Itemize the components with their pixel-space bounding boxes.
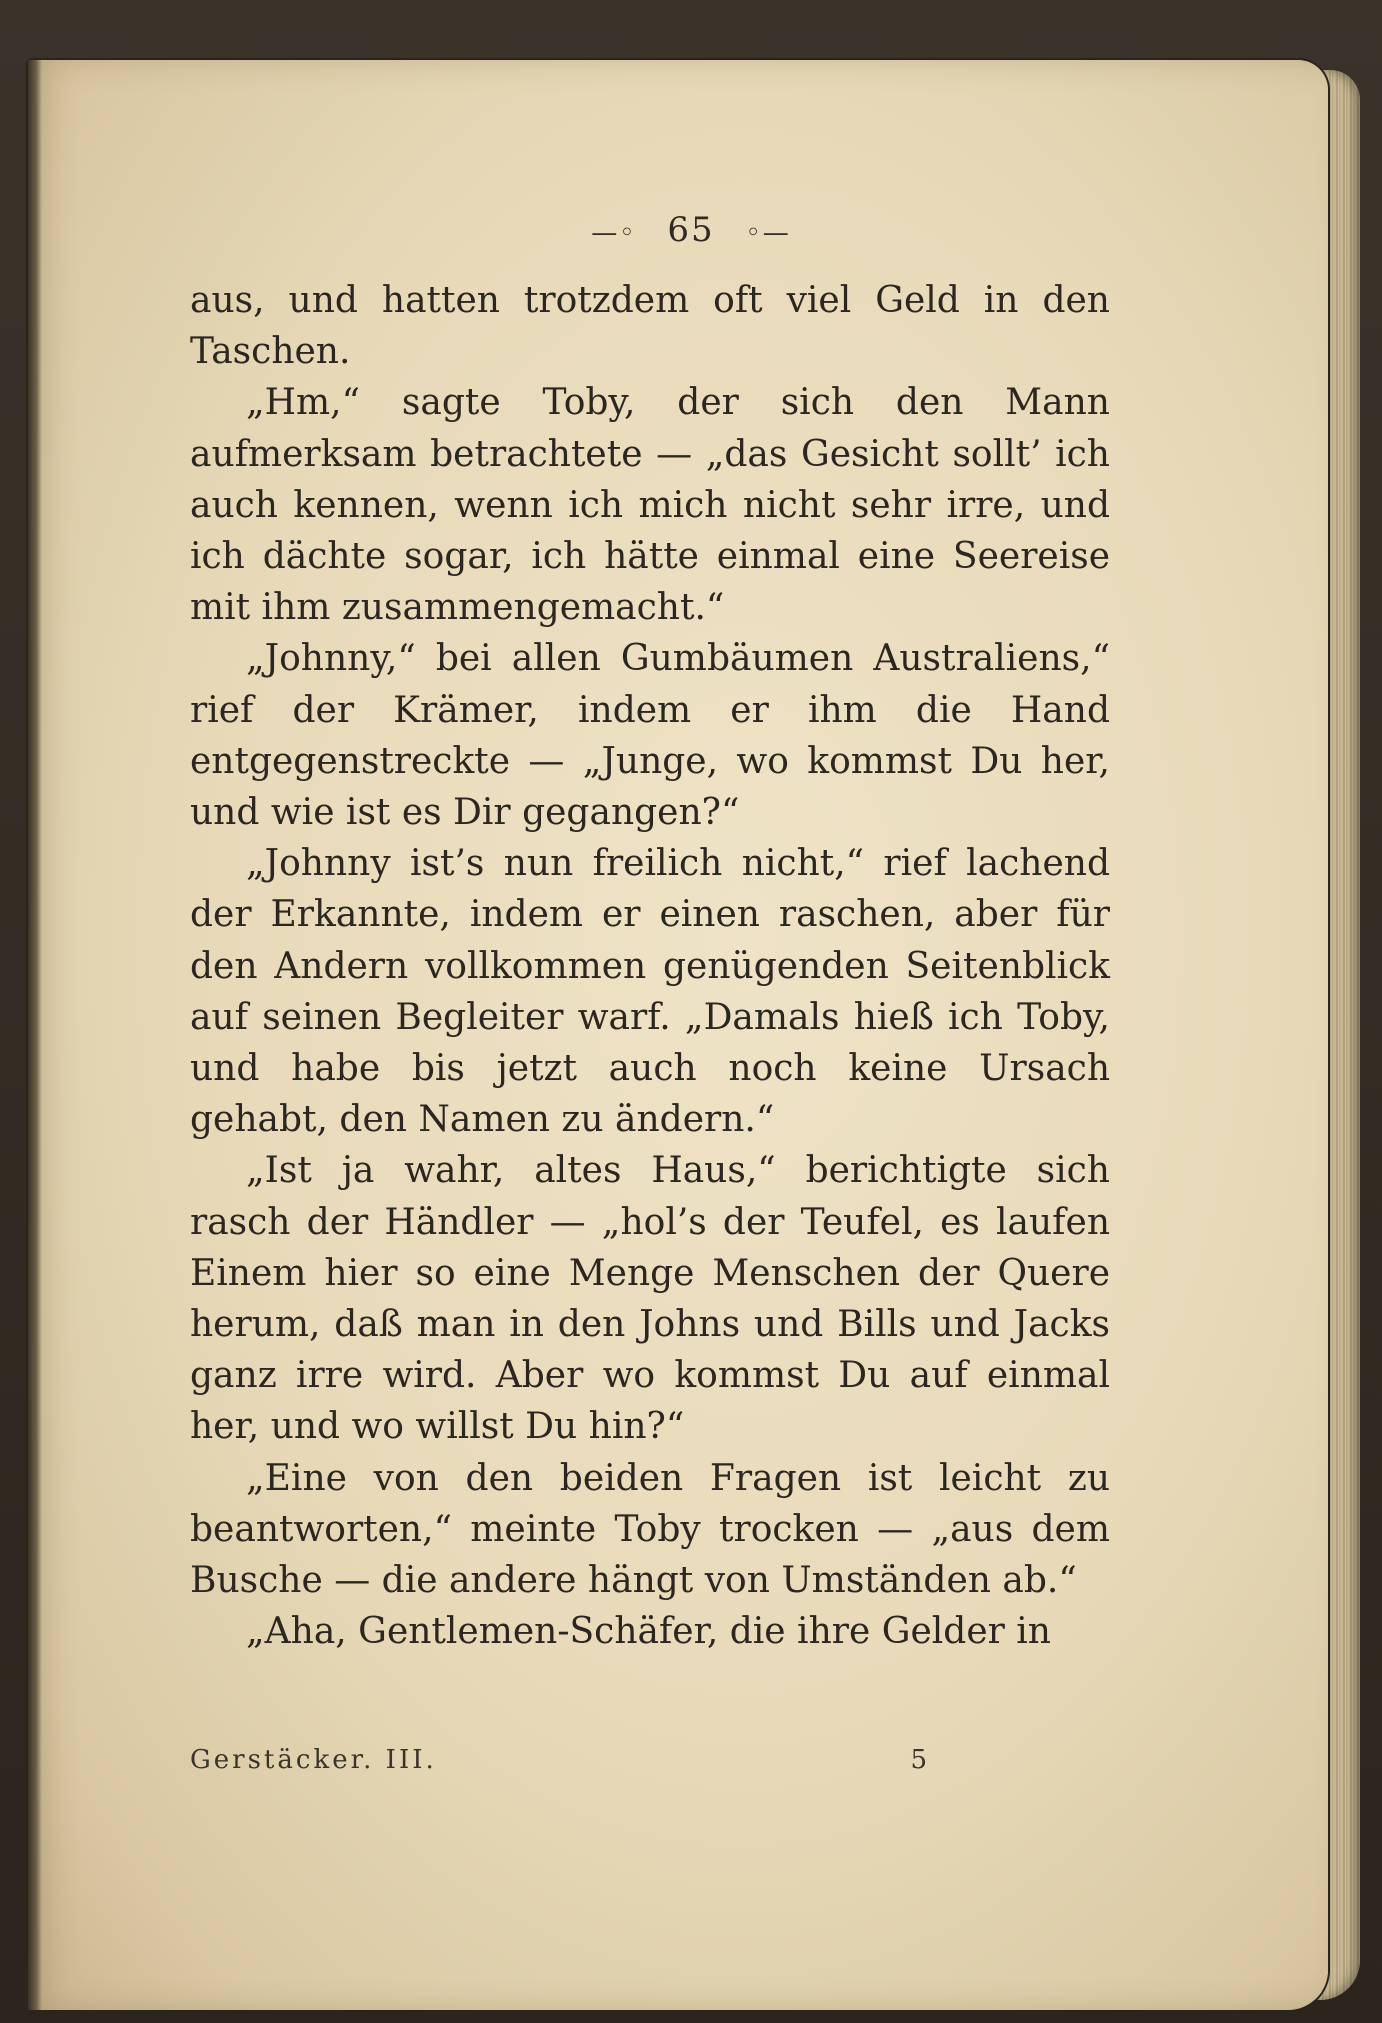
header-right-ornament: ◦—	[745, 218, 791, 248]
paragraph: „Eine von den beiden Fragen ist leicht zu beantworten,“ meinte Toby trocken — „aus dem Busche — die andere hängt von Umständen ab.“	[190, 1457, 1110, 1602]
page-number: 65	[667, 210, 715, 250]
page-footer	[190, 1745, 930, 1775]
body-text	[190, 275, 1110, 1657]
paragraph: „Hm,“ sagte Toby, der sich den Mann aufmerksam betrachtete — „das Gesicht sollt’ ich auch kennen, wenn ich mich nicht sehr irre, und ich dächte sogar, ich hätte einmal eine Seereise mit ihm zusammengemacht.“	[190, 382, 1110, 629]
paragraph: „Johnny ist’s nun freilich nicht,“ rief lachend der Erkannte, indem er einen raschen, aber für den Andern vollkommen genügenden Seitenblick auf seinen Begleiter warf. „Damals hieß ich Toby, und habe bis jetzt auch noch keine Ursach gehabt, den Namen zu ändern.“	[190, 843, 1110, 1141]
paragraph: „Ist ja wahr, altes Haus,“ berichtigte sich rasch der Händler — „hol’s der Teufel, es laufen Einem hier so eine Menge Menschen der Quere herum, daß man in den Johns und Bills und Jacks ganz irre wird. Aber wo kommst Du auf einmal her, und wo willst Du hin?“	[190, 1150, 1110, 1448]
header-left-ornament: —◦	[591, 218, 637, 248]
printer-signature: Gerstäcker. III.	[190, 1745, 437, 1775]
sheet-number: 5	[910, 1745, 930, 1775]
paragraph: „Aha, Gentlemen-Schäfer, die ihre Gelder in	[246, 1611, 1051, 1653]
page-header	[0, 210, 1382, 250]
page-spine-shadow	[28, 60, 42, 2010]
paragraph: aus, und hatten trotzdem oft viel Geld in den Taschen.	[190, 280, 1110, 373]
paragraph: „Johnny,“ bei allen Gumbäumen Australiens,“ rief der Krämer, indem er ihm die Hand entgegenstreckte — „Junge, wo kommst Du her, und wie ist es Dir gegangen?“	[190, 638, 1110, 834]
